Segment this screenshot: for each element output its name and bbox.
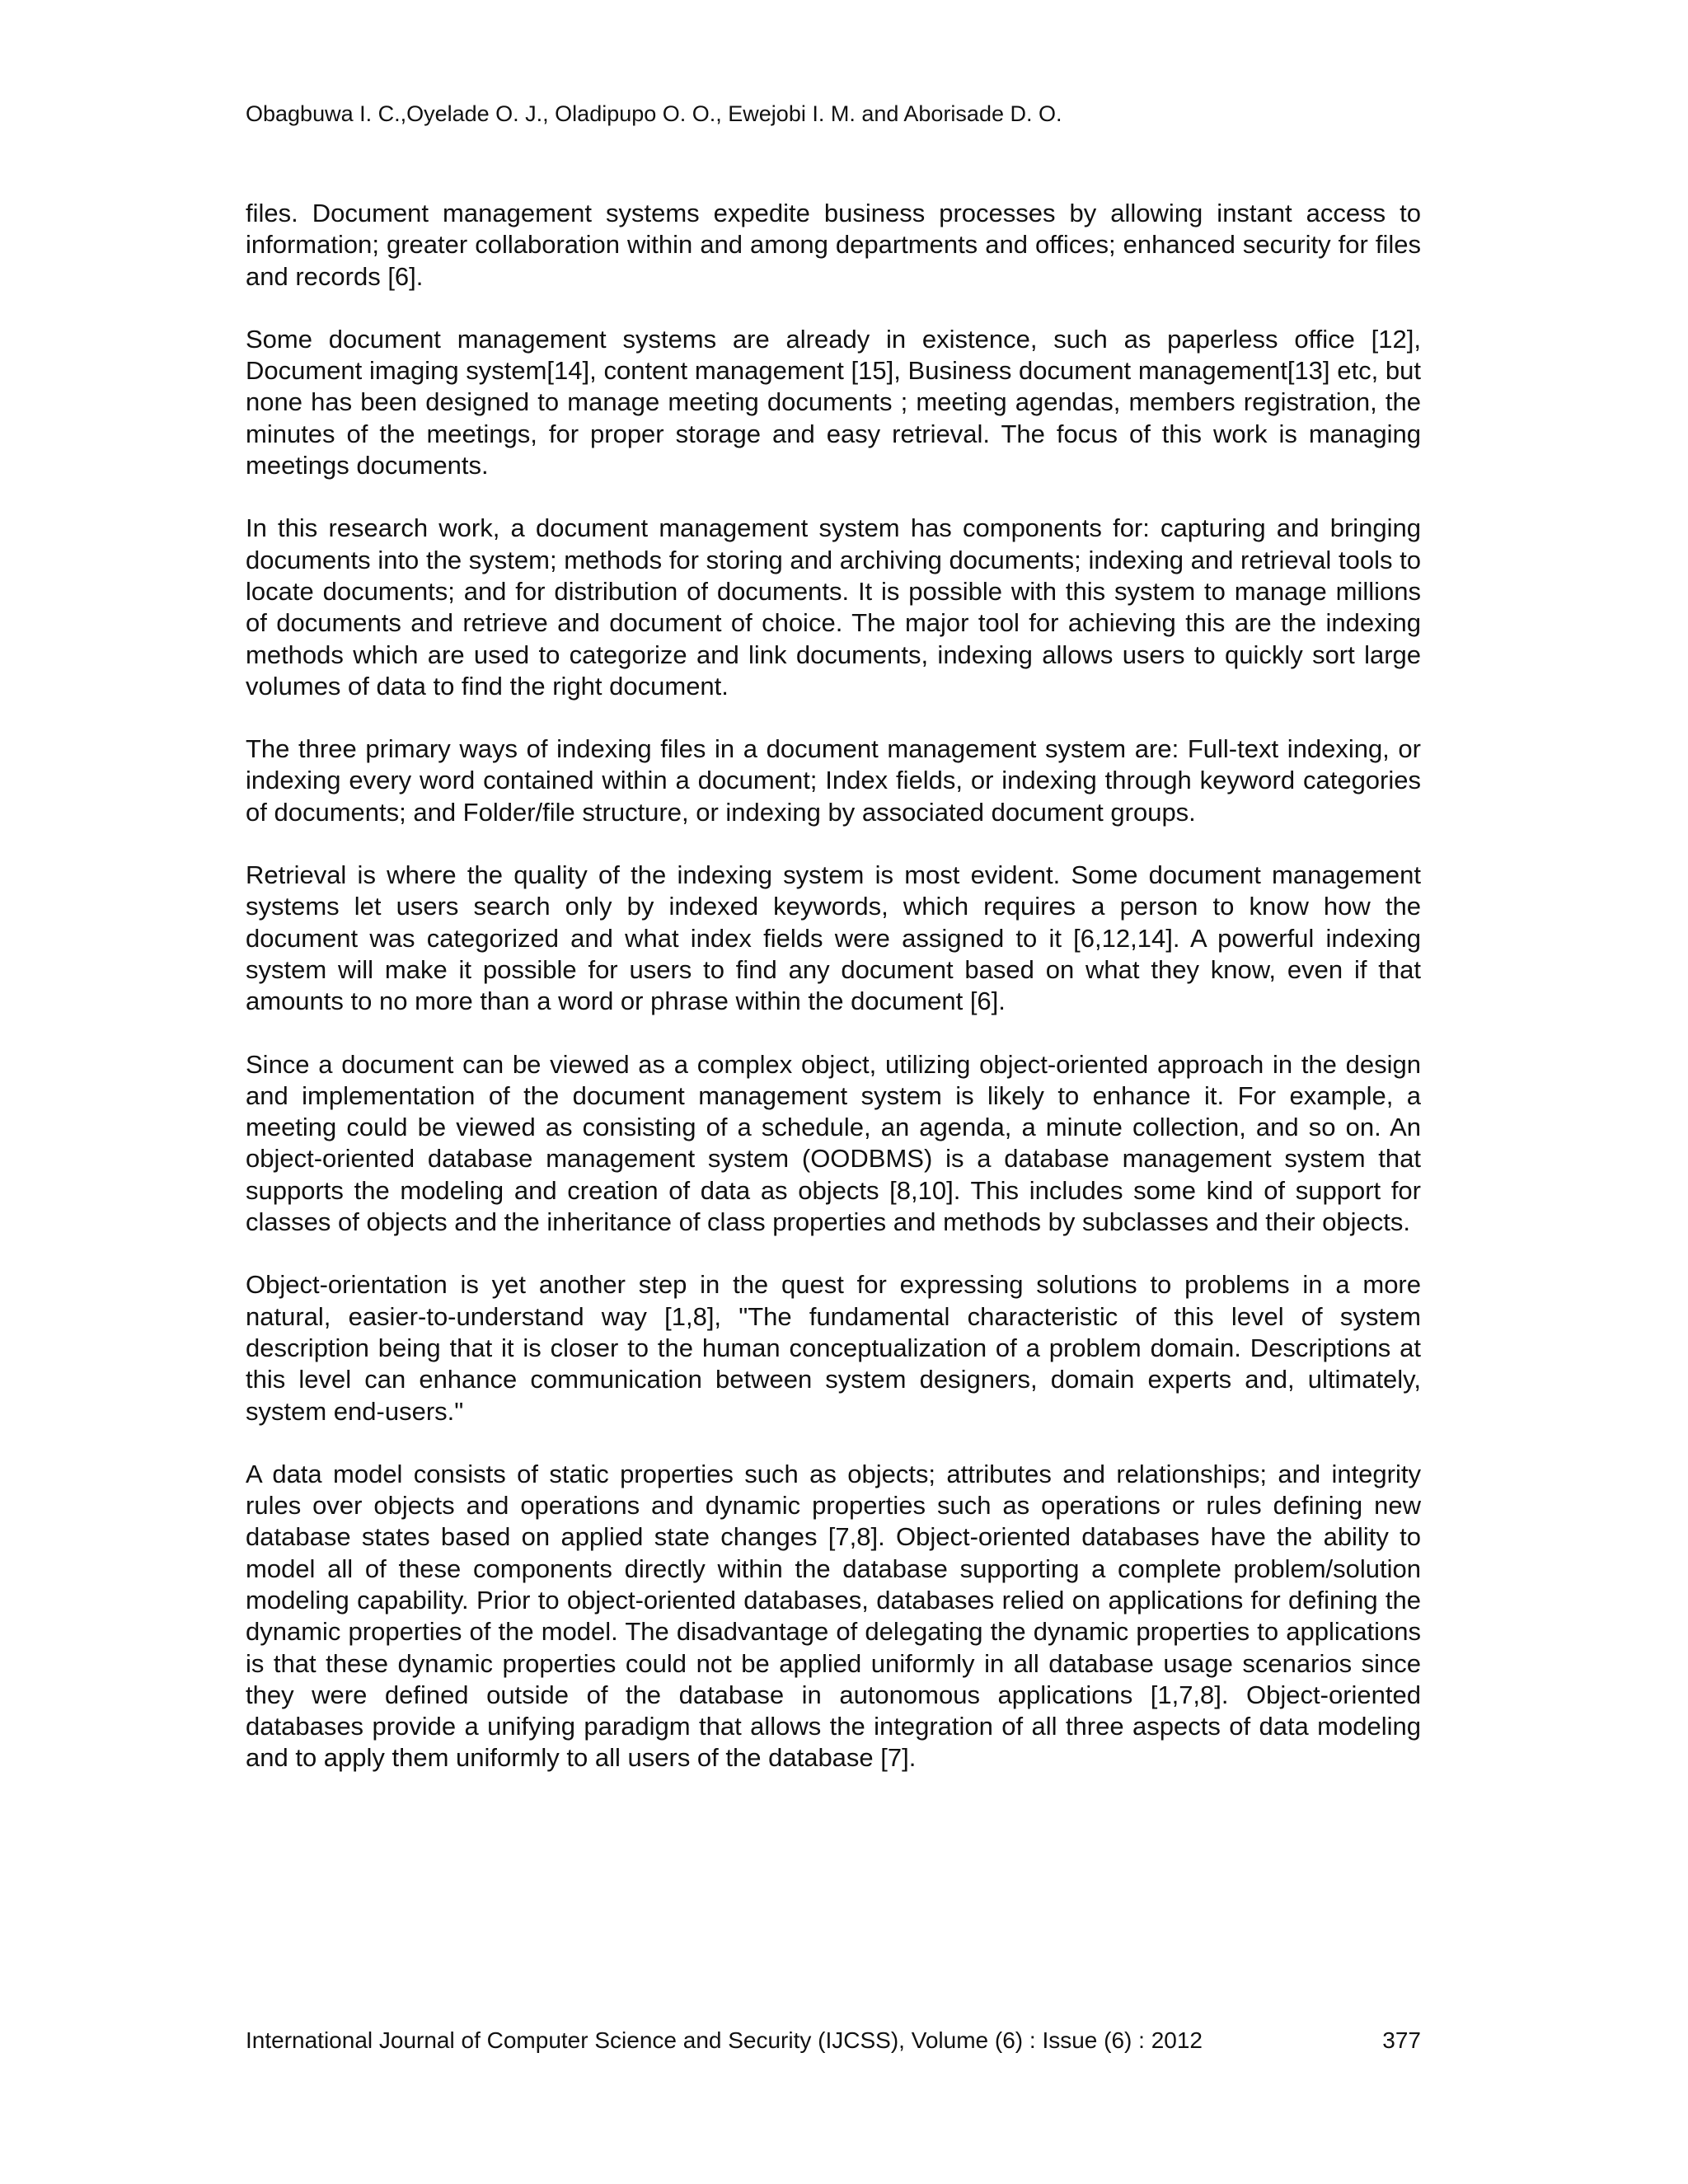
paragraph-existing-systems: Some document management systems are already in existence, such as paperless office [12], Document imaging system[14], content management [15], Business document management[13] etc, but none has been designed to manage meeting documents ; meeting agendas, members registration, the minutes of the meetings, for proper storage and easy retrieval. The focus of this work is managing meetings documents. <box>246 324 1421 480</box>
paragraph-system-components: In this research work, a document management system has components for: capturing and bringing documents into the system; methods for storing and archiving documents; indexing and retrieval tools to locate documents; and for distribution of documents. It is possible with this system to manage millions of documents and retrieve and document of choice. The major tool for achieving this are the indexing methods which are used to categorize and link documents, indexing allows users to quickly sort large volumes of data to find the right document. <box>246 513 1421 701</box>
paragraph-object-orientation: Object-orientation is yet another step in the quest for expressing solutions to problems in a more natural, easier-to-understand way [1,8], "The fundamental characteristic of this level of system description being that it is closer to the human conceptualization of a problem domain. Descriptions at this level can enhance communication between system designers, domain experts and, ultimately, system end-users." <box>246 1270 1421 1426</box>
paragraph-indexing-methods: The three primary ways of indexing files in a document management system are: Full-text indexing, or indexing every word contained within a document; Index fields, or indexing through keyword categories of documents; and Folder/file structure, or indexing by associated document groups. <box>246 734 1421 827</box>
paragraph-object-oriented-approach: Since a document can be viewed as a complex object, utilizing object-oriented approach in the design and implementation of the document management system is likely to enhance it. For example, a meeting could be viewed as consisting of a schedule, an agenda, a minute collection, and so on. An object-oriented database management system (OODBMS) is a database management system that supports the modeling and creation of data as objects [8,10]. This includes some kind of support for classes of objects and the inheritance of class properties and methods by subclasses and their objects. <box>246 1049 1421 1237</box>
paragraph-data-model: A data model consists of static properties such as objects; attributes and relationships; and integrity rules over objects and operations and dynamic properties such as operations or rules defining new database states based on applied state changes [7,8]. Object-oriented databases have the ability to model all of these components directly within the database supporting a complete problem/solution modeling capability. Prior to object-oriented databases, databases relied on applications for defining the dynamic properties of the model. The disadvantage of delegating the dynamic properties to applications is that these dynamic properties could not be applied uniformly in all database usage scenarios since they were defined outside of the database in autonomous applications [1,7,8]. Object-oriented databases provide a unifying paradigm that allows the integration of all three aspects of data modeling and to apply them uniformly to all users of the database [7]. <box>246 1459 1421 1773</box>
paragraph-dms-benefits: files. Document management systems expedite business processes by allowing instant access to information; greater collaboration within and among departments and offices; enhanced security for files and records [6]. <box>246 199 1421 291</box>
body-text <box>246 198 1421 1806</box>
footer-journal-citation: International Journal of Computer Science and Security (IJCSS), Volume (6) : Issue (6) : 2012 <box>246 2027 1203 2053</box>
paragraph-retrieval: Retrieval is where the quality of the indexing system is most evident. Some document management systems let users search only by indexed keywords, which requires a person to know how the document was categorized and what index fields were assigned to it [6,12,14]. A powerful indexing system will make it possible for users to find any document based on what they know, even if that amounts to no more than a word or phrase within the document [6]. <box>246 860 1421 1016</box>
page-number: 377 <box>1382 2027 1421 2053</box>
running-header-authors: Obagbuwa I. C.,Oyelade O. J., Oladipupo O. O., Ewejobi I. M. and Aborisade D. O. <box>246 101 1062 126</box>
